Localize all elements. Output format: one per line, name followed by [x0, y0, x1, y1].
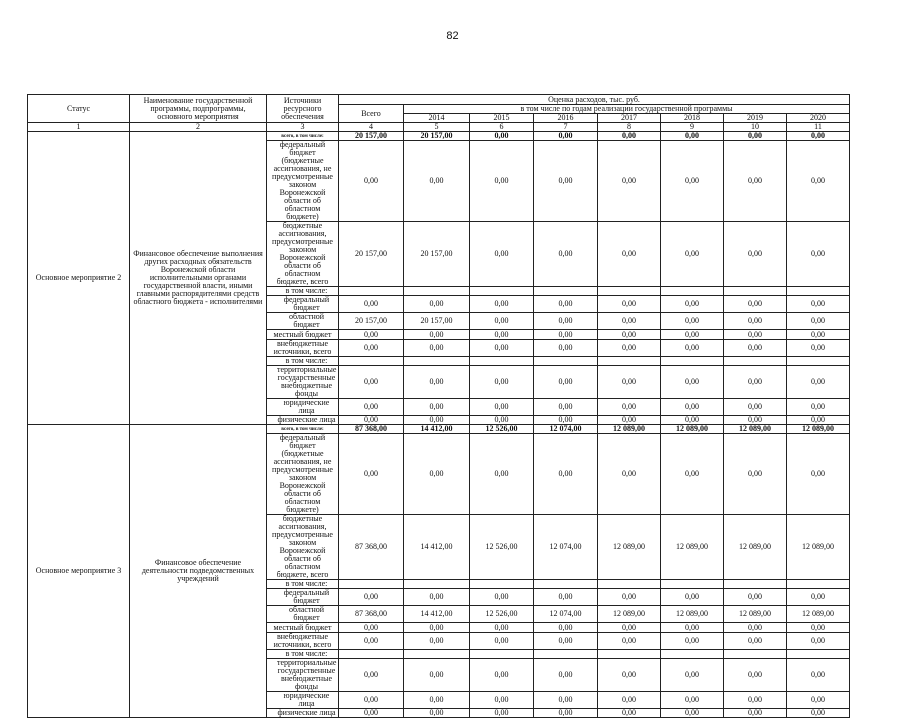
- header-sources: Источники ресурсного обеспечения: [267, 95, 339, 123]
- year-value-cell: 0,00: [661, 141, 724, 222]
- measure-name-cell: Финансовое обеспечение выполнения других расходных обязательств Воронежской области исполнительными органами государственной власти, иными главными распорядителями средств областного бюджета - исполнителями: [130, 132, 267, 425]
- year-value-cell: 12 526,00: [470, 606, 534, 623]
- year-value-cell: 0,00: [598, 296, 661, 313]
- year-value-cell: 0,00: [724, 141, 787, 222]
- year-value-cell: 0,00: [470, 399, 534, 416]
- total-value-cell: 0,00: [339, 416, 404, 425]
- year-value-cell: 20 157,00: [404, 132, 470, 141]
- year-value-cell: 12 074,00: [534, 515, 598, 580]
- year-value-cell: 0,00: [470, 222, 534, 287]
- total-value-cell: 0,00: [339, 709, 404, 718]
- year-value-cell: 0,00: [787, 296, 850, 313]
- year-value-cell: 0,00: [404, 340, 470, 357]
- year-value-cell: 0,00: [534, 659, 598, 692]
- total-value-cell: 0,00: [339, 589, 404, 606]
- year-value-cell: 0,00: [724, 222, 787, 287]
- source-cell: местный бюджет: [267, 623, 339, 633]
- year-value-cell: 0,00: [404, 589, 470, 606]
- year-value-cell: 0,00: [787, 222, 850, 287]
- year-value-cell: 0,00: [787, 589, 850, 606]
- year-value-cell: 12 089,00: [787, 425, 850, 434]
- year-value-cell: [661, 580, 724, 589]
- source-cell: федеральный бюджет: [267, 589, 339, 606]
- header-by-years: в том числе по годам реализации государственной программы: [404, 105, 850, 114]
- year-value-cell: 0,00: [534, 709, 598, 718]
- year-value-cell: 0,00: [470, 659, 534, 692]
- year-value-cell: [787, 650, 850, 659]
- year-value-cell: 20 157,00: [404, 222, 470, 287]
- total-value-cell: 20 157,00: [339, 222, 404, 287]
- header-year: 2014: [404, 114, 470, 123]
- year-value-cell: 0,00: [724, 659, 787, 692]
- year-value-cell: 12 089,00: [724, 425, 787, 434]
- year-value-cell: 12 089,00: [787, 515, 850, 580]
- year-value-cell: 0,00: [661, 132, 724, 141]
- header-status: Статус: [28, 95, 130, 123]
- year-value-cell: 0,00: [404, 659, 470, 692]
- year-value-cell: 0,00: [534, 416, 598, 425]
- year-value-cell: 12 074,00: [534, 425, 598, 434]
- year-value-cell: 0,00: [598, 330, 661, 340]
- total-value-cell: 0,00: [339, 296, 404, 313]
- year-value-cell: 0,00: [598, 222, 661, 287]
- year-value-cell: 0,00: [598, 709, 661, 718]
- source-cell: юридические лица: [267, 399, 339, 416]
- year-value-cell: 0,00: [598, 141, 661, 222]
- total-value-cell: 0,00: [339, 366, 404, 399]
- column-number: 9: [661, 123, 724, 132]
- year-value-cell: 0,00: [787, 313, 850, 330]
- total-value-cell: 20 157,00: [339, 313, 404, 330]
- year-value-cell: 0,00: [470, 633, 534, 650]
- year-value-cell: 0,00: [404, 623, 470, 633]
- year-value-cell: 12 089,00: [661, 515, 724, 580]
- year-value-cell: 0,00: [724, 296, 787, 313]
- column-number: 5: [404, 123, 470, 132]
- source-cell: юридические лица: [267, 692, 339, 709]
- total-value-cell: 0,00: [339, 434, 404, 515]
- year-value-cell: [598, 357, 661, 366]
- year-value-cell: 0,00: [598, 633, 661, 650]
- source-cell: всего, в том числе:: [267, 425, 339, 434]
- total-value-cell: [339, 357, 404, 366]
- year-value-cell: 12 526,00: [470, 515, 534, 580]
- year-value-cell: 0,00: [534, 296, 598, 313]
- source-cell: федеральный бюджет: [267, 296, 339, 313]
- year-value-cell: 0,00: [534, 399, 598, 416]
- source-cell: областной бюджет: [267, 606, 339, 623]
- total-value-cell: 0,00: [339, 623, 404, 633]
- year-value-cell: 0,00: [470, 589, 534, 606]
- total-value-cell: 0,00: [339, 399, 404, 416]
- year-value-cell: [534, 357, 598, 366]
- year-value-cell: 0,00: [598, 434, 661, 515]
- year-value-cell: 0,00: [724, 416, 787, 425]
- source-cell: территориальные государственные внебюджетные фонды: [267, 366, 339, 399]
- source-cell: местный бюджет: [267, 330, 339, 340]
- year-value-cell: [404, 650, 470, 659]
- year-value-cell: 0,00: [787, 659, 850, 692]
- year-value-cell: 0,00: [724, 633, 787, 650]
- header-year: 2018: [661, 114, 724, 123]
- year-value-cell: 12 089,00: [661, 606, 724, 623]
- year-value-cell: [534, 650, 598, 659]
- total-value-cell: 0,00: [339, 692, 404, 709]
- year-value-cell: 0,00: [598, 623, 661, 633]
- year-value-cell: 14 412,00: [404, 606, 470, 623]
- year-value-cell: [470, 357, 534, 366]
- source-cell: физические лица: [267, 416, 339, 425]
- year-value-cell: 0,00: [787, 399, 850, 416]
- year-value-cell: 0,00: [661, 416, 724, 425]
- year-value-cell: 0,00: [598, 589, 661, 606]
- year-value-cell: 0,00: [661, 589, 724, 606]
- year-value-cell: 0,00: [661, 659, 724, 692]
- source-cell: областной бюджет: [267, 313, 339, 330]
- year-value-cell: 0,00: [787, 623, 850, 633]
- header-year: 2019: [724, 114, 787, 123]
- year-value-cell: [787, 287, 850, 296]
- column-number: 3: [267, 123, 339, 132]
- year-value-cell: [470, 650, 534, 659]
- header-year: 2016: [534, 114, 598, 123]
- year-value-cell: [661, 650, 724, 659]
- year-value-cell: 0,00: [404, 366, 470, 399]
- year-value-cell: 0,00: [661, 633, 724, 650]
- source-cell: всего, в том числе:: [267, 132, 339, 141]
- year-value-cell: 0,00: [534, 692, 598, 709]
- column-number: 7: [534, 123, 598, 132]
- table-row: [28, 132, 850, 141]
- year-value-cell: 12 089,00: [598, 606, 661, 623]
- column-number: 6: [470, 123, 534, 132]
- source-cell: бюджетные ассигнования, предусмотренные законом Воронежской области об областном бюджете, всего: [267, 515, 339, 580]
- year-value-cell: 0,00: [598, 416, 661, 425]
- year-value-cell: 0,00: [534, 313, 598, 330]
- year-value-cell: 0,00: [724, 132, 787, 141]
- year-value-cell: [534, 287, 598, 296]
- year-value-cell: [598, 650, 661, 659]
- year-value-cell: 12 089,00: [598, 515, 661, 580]
- year-value-cell: 0,00: [470, 366, 534, 399]
- column-number: 4: [339, 123, 404, 132]
- expenditure-table: [27, 94, 850, 718]
- year-value-cell: 12 089,00: [598, 425, 661, 434]
- year-value-cell: 0,00: [404, 709, 470, 718]
- header-year: 2015: [470, 114, 534, 123]
- year-value-cell: 0,00: [534, 633, 598, 650]
- year-value-cell: 0,00: [724, 709, 787, 718]
- year-value-cell: 12 089,00: [787, 606, 850, 623]
- year-value-cell: 0,00: [470, 692, 534, 709]
- year-value-cell: 0,00: [661, 692, 724, 709]
- year-value-cell: 0,00: [787, 709, 850, 718]
- year-value-cell: 0,00: [724, 313, 787, 330]
- source-cell: федеральный бюджет (бюджетные ассигнования, не предусмотренные законом Воронежской области об областном бюджете): [267, 434, 339, 515]
- year-value-cell: [470, 580, 534, 589]
- year-value-cell: 12 526,00: [470, 425, 534, 434]
- year-value-cell: [787, 580, 850, 589]
- header-name: Наименование государственной программы, подпрограммы, основного мероприятия: [130, 95, 267, 123]
- status-cell: Основное мероприятие 3: [28, 425, 130, 718]
- source-cell: внебюджетные источники, всего: [267, 633, 339, 650]
- year-value-cell: 0,00: [534, 141, 598, 222]
- year-value-cell: [404, 357, 470, 366]
- year-value-cell: 0,00: [470, 434, 534, 515]
- header-estimate: Оценка расходов, тыс. руб.: [339, 95, 850, 105]
- year-value-cell: 14 412,00: [404, 425, 470, 434]
- year-value-cell: 0,00: [598, 692, 661, 709]
- year-value-cell: 0,00: [470, 623, 534, 633]
- year-value-cell: 0,00: [724, 434, 787, 515]
- year-value-cell: 0,00: [404, 416, 470, 425]
- year-value-cell: 12 089,00: [724, 606, 787, 623]
- year-value-cell: 0,00: [404, 141, 470, 222]
- year-value-cell: 0,00: [470, 313, 534, 330]
- total-value-cell: 0,00: [339, 633, 404, 650]
- year-value-cell: 0,00: [598, 366, 661, 399]
- year-value-cell: 0,00: [534, 132, 598, 141]
- year-value-cell: [470, 287, 534, 296]
- year-value-cell: 0,00: [787, 434, 850, 515]
- year-value-cell: 0,00: [404, 434, 470, 515]
- table-row: [28, 425, 850, 434]
- year-value-cell: 0,00: [404, 296, 470, 313]
- year-value-cell: 0,00: [661, 399, 724, 416]
- year-value-cell: 0,00: [470, 340, 534, 357]
- total-value-cell: 0,00: [339, 659, 404, 692]
- year-value-cell: 0,00: [787, 692, 850, 709]
- year-value-cell: 0,00: [787, 633, 850, 650]
- total-value-cell: 87 368,00: [339, 606, 404, 623]
- status-cell: Основное мероприятие 2: [28, 132, 130, 425]
- year-value-cell: 0,00: [470, 132, 534, 141]
- source-cell: физические лица: [267, 709, 339, 718]
- year-value-cell: [724, 580, 787, 589]
- year-value-cell: [661, 357, 724, 366]
- year-value-cell: 20 157,00: [404, 313, 470, 330]
- header-year: 2017: [598, 114, 661, 123]
- year-value-cell: 0,00: [787, 141, 850, 222]
- column-number: 10: [724, 123, 787, 132]
- total-value-cell: [339, 650, 404, 659]
- year-value-cell: 0,00: [470, 296, 534, 313]
- page-number: 82: [446, 30, 459, 42]
- year-value-cell: 0,00: [661, 709, 724, 718]
- year-value-cell: 0,00: [534, 366, 598, 399]
- year-value-cell: 0,00: [724, 589, 787, 606]
- year-value-cell: 0,00: [661, 434, 724, 515]
- year-value-cell: [724, 287, 787, 296]
- total-value-cell: 0,00: [339, 141, 404, 222]
- year-value-cell: 0,00: [534, 589, 598, 606]
- year-value-cell: 0,00: [598, 340, 661, 357]
- total-value-cell: 87 368,00: [339, 515, 404, 580]
- year-value-cell: [534, 580, 598, 589]
- year-value-cell: 0,00: [470, 141, 534, 222]
- year-value-cell: 0,00: [470, 709, 534, 718]
- year-value-cell: 0,00: [470, 416, 534, 425]
- measure-name-cell: Финансовое обеспечение деятельности подведомственных учреждений: [130, 425, 267, 718]
- column-number: 11: [787, 123, 850, 132]
- year-value-cell: 0,00: [787, 132, 850, 141]
- year-value-cell: 0,00: [404, 399, 470, 416]
- year-value-cell: 0,00: [724, 399, 787, 416]
- year-value-cell: 0,00: [661, 340, 724, 357]
- source-cell: территориальные государственные внебюджетные фонды: [267, 659, 339, 692]
- year-value-cell: 0,00: [470, 330, 534, 340]
- year-value-cell: 0,00: [724, 366, 787, 399]
- total-value-cell: 20 157,00: [339, 132, 404, 141]
- total-value-cell: [339, 580, 404, 589]
- year-value-cell: [404, 580, 470, 589]
- year-value-cell: 0,00: [534, 330, 598, 340]
- source-cell: в том числе:: [267, 580, 339, 589]
- year-value-cell: 0,00: [724, 340, 787, 357]
- year-value-cell: 12 089,00: [724, 515, 787, 580]
- year-value-cell: 0,00: [724, 330, 787, 340]
- year-value-cell: 0,00: [404, 633, 470, 650]
- total-value-cell: 0,00: [339, 330, 404, 340]
- year-value-cell: 0,00: [534, 222, 598, 287]
- source-cell: в том числе:: [267, 357, 339, 366]
- year-value-cell: [598, 580, 661, 589]
- year-value-cell: [598, 287, 661, 296]
- source-cell: внебюджетные источники, всего: [267, 340, 339, 357]
- year-value-cell: [404, 287, 470, 296]
- total-value-cell: [339, 287, 404, 296]
- year-value-cell: 0,00: [787, 330, 850, 340]
- year-value-cell: 0,00: [598, 313, 661, 330]
- year-value-cell: 0,00: [724, 623, 787, 633]
- year-value-cell: 0,00: [534, 623, 598, 633]
- column-number: 2: [130, 123, 267, 132]
- year-value-cell: 12 074,00: [534, 606, 598, 623]
- source-cell: федеральный бюджет (бюджетные ассигнования, не предусмотренные законом Воронежской области об областном бюджете): [267, 141, 339, 222]
- year-value-cell: 0,00: [598, 399, 661, 416]
- year-value-cell: 0,00: [534, 434, 598, 515]
- column-number: 8: [598, 123, 661, 132]
- year-value-cell: 0,00: [598, 132, 661, 141]
- year-value-cell: 0,00: [661, 222, 724, 287]
- year-value-cell: 0,00: [404, 330, 470, 340]
- year-value-cell: [787, 357, 850, 366]
- total-value-cell: 0,00: [339, 340, 404, 357]
- header-year: 2020: [787, 114, 850, 123]
- year-value-cell: 0,00: [787, 340, 850, 357]
- year-value-cell: 0,00: [598, 659, 661, 692]
- year-value-cell: [724, 650, 787, 659]
- year-value-cell: 12 089,00: [661, 425, 724, 434]
- year-value-cell: 0,00: [534, 340, 598, 357]
- year-value-cell: 0,00: [661, 296, 724, 313]
- total-value-cell: 87 368,00: [339, 425, 404, 434]
- year-value-cell: 0,00: [724, 692, 787, 709]
- year-value-cell: [661, 287, 724, 296]
- header-total: Всего: [339, 105, 404, 123]
- source-cell: в том числе:: [267, 287, 339, 296]
- year-value-cell: 0,00: [661, 313, 724, 330]
- year-value-cell: 0,00: [787, 366, 850, 399]
- year-value-cell: 0,00: [404, 692, 470, 709]
- year-value-cell: 0,00: [661, 330, 724, 340]
- year-value-cell: 0,00: [787, 416, 850, 425]
- column-number: 1: [28, 123, 130, 132]
- source-cell: в том числе:: [267, 650, 339, 659]
- year-value-cell: 0,00: [661, 623, 724, 633]
- year-value-cell: [724, 357, 787, 366]
- source-cell: бюджетные ассигнования, предусмотренные законом Воронежской области об областном бюджете, всего: [267, 222, 339, 287]
- year-value-cell: 14 412,00: [404, 515, 470, 580]
- year-value-cell: 0,00: [661, 366, 724, 399]
